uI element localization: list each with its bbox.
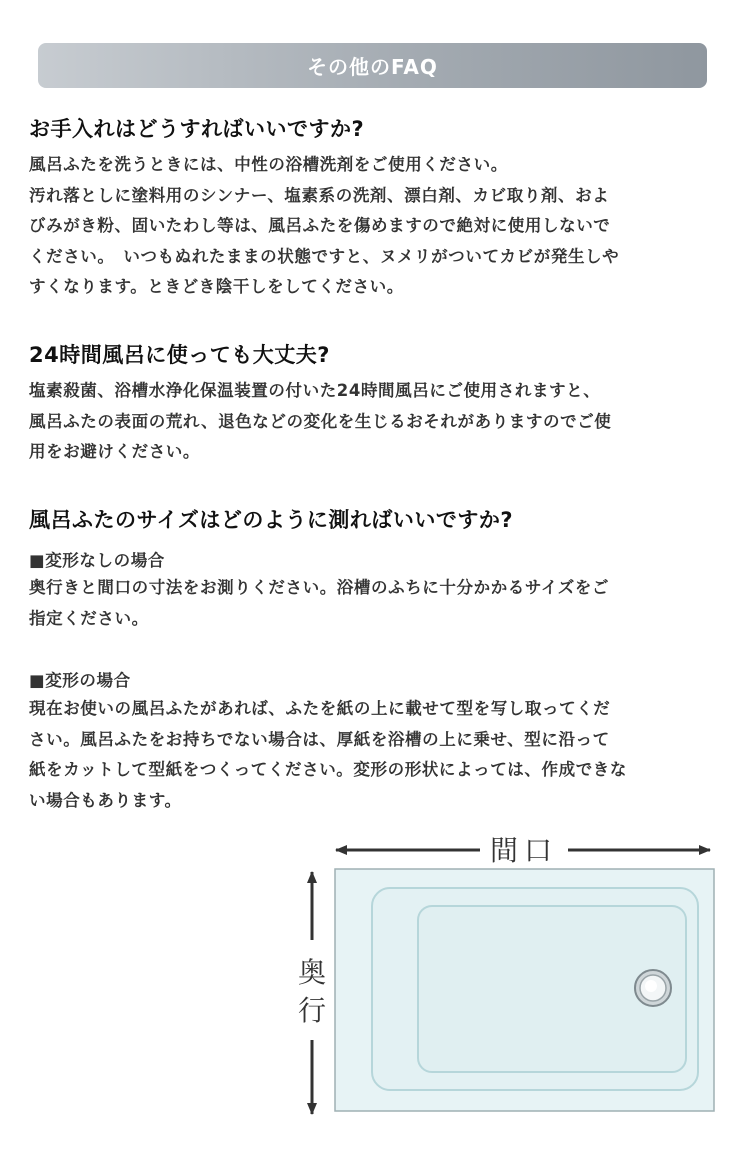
- faq-question-size: 風呂ふたのサイズはどのように測ればいいですか?: [29, 508, 513, 532]
- bathtub-diagram-svg: [290, 828, 730, 1128]
- no-deform-heading: ■変形なしの場合: [29, 551, 165, 570]
- section-title: その他のFAQ: [307, 55, 438, 79]
- bathtub-measurement-diagram: [290, 828, 730, 1128]
- answer-line: びみがき粉、固いたわし等は、風呂ふたを傷めますので絶対に使用しないで: [29, 216, 611, 235]
- faq-question-care: お手入れはどうすればいいですか?: [29, 117, 365, 141]
- drain-icon: [635, 970, 671, 1006]
- no-deform-answer: [29, 573, 719, 634]
- faq-answer-care: [29, 150, 719, 303]
- answer-line: 指定ください。: [29, 608, 149, 628]
- faq-question-24h-bath: 24時間風呂に使っても大丈夫?: [29, 343, 330, 367]
- deform-heading: ■変形の場合: [29, 671, 131, 690]
- answer-line: ください。 いつもぬれたままの状態ですと、ヌメリがついてカビが発生しや: [29, 246, 620, 266]
- answer-line: 奥行きと間口の寸法をお測りください。浴槽のふちに十分かかるサイズをご: [29, 578, 610, 597]
- answer-line: すくなります。ときどき陰干しをしてください。: [29, 277, 404, 296]
- section-title-banner: [38, 43, 707, 88]
- answer-line: 塩素殺菌、浴槽水浄化保温装置の付いた24時間風呂にご使用されますと、: [29, 381, 601, 400]
- depth-label-top: 奥: [297, 956, 327, 989]
- answer-line: い場合もあります。: [29, 790, 182, 810]
- faq-answer-24h-bath: [29, 376, 719, 468]
- answer-line: 汚れ落としに塗料用のシンナー、塩素系の洗剤、漂白剤、カビ取り剤、およ: [29, 185, 610, 205]
- answer-line: さい。風呂ふたをお持ちでない場合は、厚紙を浴槽の上に乗せ、型に沿って: [29, 729, 610, 749]
- answer-line: 風呂ふたの表面の荒れ、退色などの変化を生じるおそれがありますのでご使: [29, 411, 612, 431]
- deform-answer: [29, 694, 719, 816]
- depth-label-bottom: 行: [297, 994, 327, 1027]
- width-label: 間口: [489, 834, 559, 867]
- answer-line: 紙をカットして型紙をつくってください。変形の形状によっては、作成できな: [29, 760, 628, 779]
- answer-line: 現在お使いの風呂ふたがあれば、ふたを紙の上に載せて型を写し取ってくだ: [29, 699, 611, 718]
- answer-line: 風呂ふたを洗うときには、中性の浴槽洗剤をご使用ください。: [29, 155, 508, 174]
- answer-line: 用をお避けください。: [29, 442, 200, 461]
